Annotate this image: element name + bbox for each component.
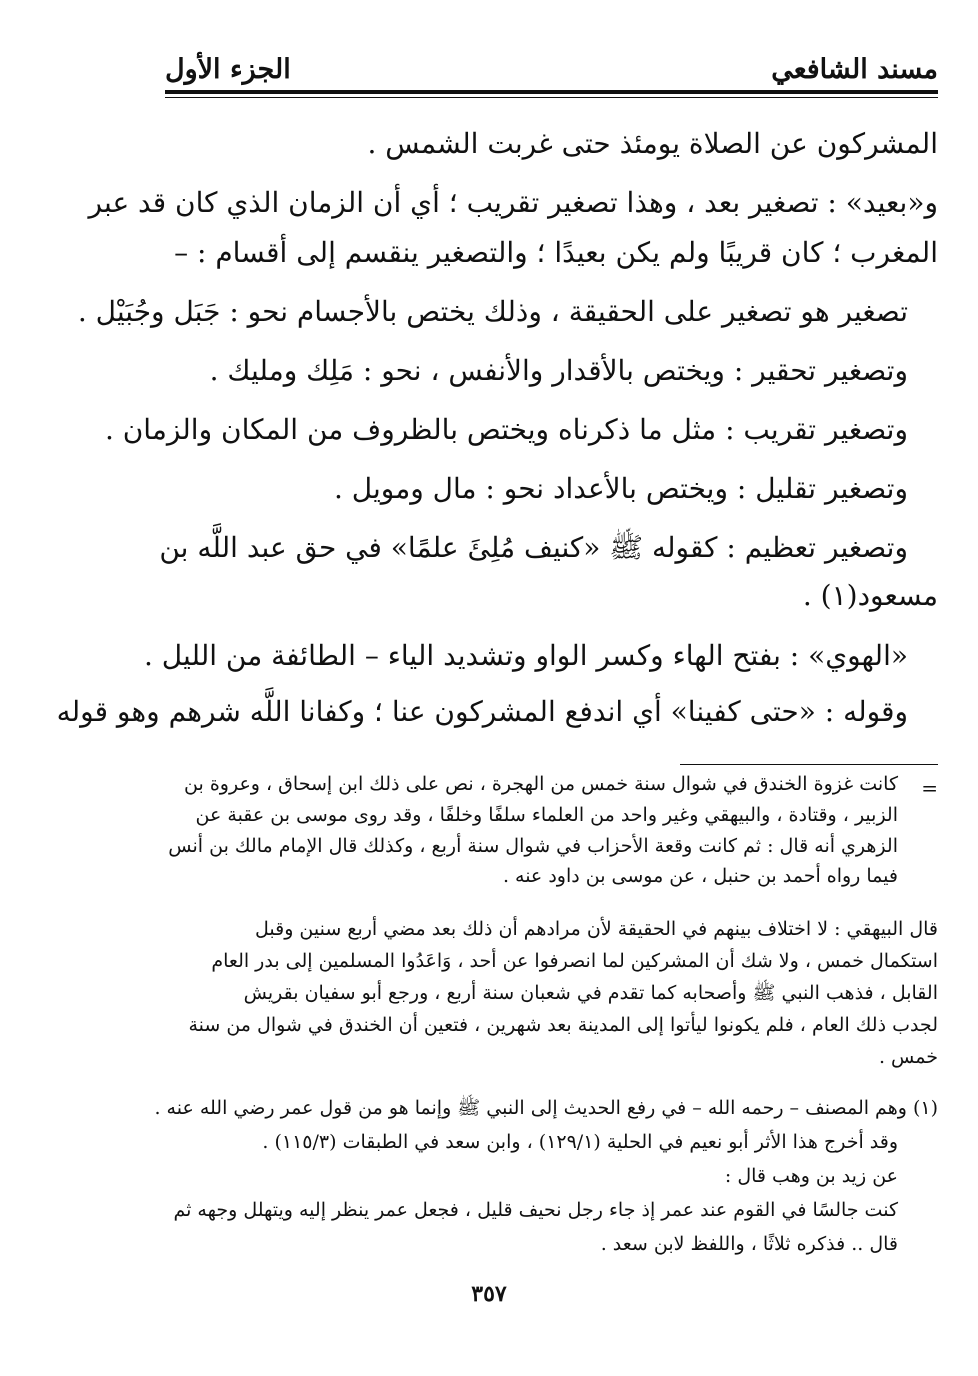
body-line: المغرب ؛ كان قريبًا ولم يكن بعيدًا ؛ والتصغير ينقسم إلى أقسام : – bbox=[174, 236, 938, 269]
footnote-line: خمس . bbox=[878, 1046, 938, 1068]
header-rule-thick bbox=[165, 90, 938, 94]
footnote-line: قال .. فذكره ثلاثًا ، واللفظ لابن سعد . bbox=[600, 1233, 898, 1255]
body-line: وتصغير تحقير : ويختص بالأقدار والأنفس ، نحو : مَلِك ومليك . bbox=[209, 354, 908, 387]
body-line: تصغير هو تصغير على الحقيقة ، وذلك يختص بالأجسام نحو : جَبَل وجُبَيْل . bbox=[77, 295, 908, 328]
footnote-separator bbox=[680, 764, 938, 765]
body-line: وتصغير تعظيم : كقوله ﷺ «كنيف مُلِئَ علمًا» في حق عبد اللَّه بن bbox=[159, 531, 908, 564]
footnote-line: كنت جالسًا في القوم عند عمر إذ جاء رجل نحيف قليل ، فجعل عمر ينظر إليه ويتهلل وجهه ثم bbox=[173, 1199, 898, 1221]
body-line: مسعود(١) . bbox=[802, 579, 938, 612]
footnote-line: وقد أخرج هذا الأثر أبو نعيم في الحلية (١٢٩/١) ، وابن سعد في الطبقات (١١٥/٣) . bbox=[262, 1131, 898, 1153]
page-header bbox=[165, 48, 938, 88]
body-line: وتصغير تقليل : ويختص بالأعداد نحو : مال ومويل . bbox=[333, 472, 908, 505]
book-title: مسند الشافعي bbox=[771, 54, 938, 85]
footnote-line: كانت غزوة الخندق في شوال سنة خمس من الهجرة ، نص على ذلك ابن إسحاق ، وعروة بن bbox=[184, 773, 898, 795]
footnote-line: لجدب ذلك العام ، فلم يكونوا ليأتوا إلى المدينة بعد شهرين ، فتعين أن الخندق في شوال من سنة bbox=[188, 1014, 938, 1036]
footnote-line: الزبير ، وقتادة ، والبيهقي وغير واحد من العلماء سلفًا وخلفًا ، وقد روى موسى بن عقبة عن bbox=[195, 804, 898, 826]
body-line: «الهوي» : بفتح الهاء وكسر الواو وتشديد الياء – الطائفة من الليل . bbox=[143, 639, 908, 672]
footnote-line: فيما رواه أحمد بن حنبل ، عن موسى بن داود عنه . bbox=[502, 865, 898, 887]
body-line: و«بعيد» : تصغير بعد ، وهذا تصغير تقريب ؛ أي أن الزمان الذي كان قد عبر bbox=[88, 186, 938, 219]
footnote-line: القابل ، فذهب النبي ﷺ وأصحابه كما تقدم في شعبان سنة أربع ، ورجع أبو سفيان بقريش bbox=[243, 982, 938, 1004]
footnote-line: استكمال خمس ، ولا شك أن المشركين لما انصرفوا عن أحد ، وَاعَدُوا المسلمين إلى بدر العام bbox=[211, 950, 938, 972]
body-line: وقوله : «حتى كفينا» أي اندفع المشركون عنا ؛ وكفانا اللَّه شرهم وهو قوله bbox=[56, 695, 908, 728]
page-number: ٣٥٧ bbox=[471, 1281, 507, 1307]
footnote-line: (١) وهم المصنف – رحمه الله – في رفع الحديث إلى النبي ﷺ وإنما هو من قول عمر رضي الله عنه . bbox=[154, 1097, 938, 1119]
continuation-mark: = bbox=[921, 776, 938, 800]
footnote-line: قال البيهقي : لا اختلاف بينهم في الحقيقة لأن مرادهم أن ذلك بعد مضي أربع سنين وقبل bbox=[255, 918, 938, 940]
body-line: وتصغير تقريب : مثل ما ذكرناه ويختص بالظروف من المكان والزمان . bbox=[104, 413, 908, 446]
header-rule-thin bbox=[165, 97, 938, 98]
body-line: المشركون عن الصلاة يومئذ حتى غربت الشمس . bbox=[367, 127, 938, 160]
footnote-line: الزهري أنه قال : ثم كانت وقعة الأحزاب في شوال سنة أربع ، وكذلك قال الإمام مالك بن أنس bbox=[168, 835, 898, 857]
footnote-line: عن زيد بن وهب قال : bbox=[724, 1165, 898, 1187]
part-label: الجزء الأول bbox=[165, 54, 291, 85]
